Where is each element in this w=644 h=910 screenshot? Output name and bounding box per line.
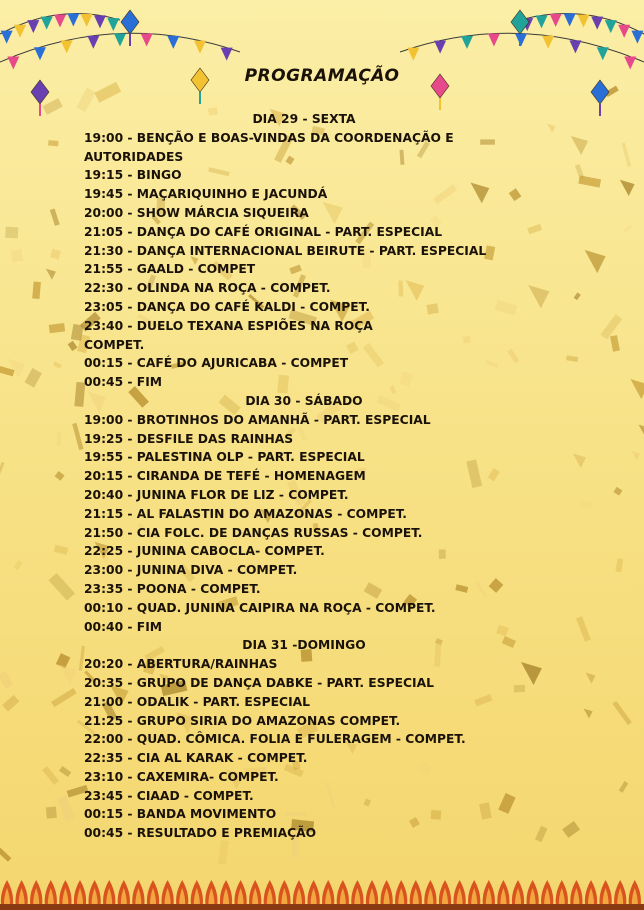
bunting-flag [488, 34, 500, 47]
bunting-flag [407, 48, 419, 61]
bunting-flag [41, 17, 53, 30]
confetti-fan [584, 709, 593, 719]
confetti-piece [0, 462, 5, 478]
confetti-piece [13, 560, 22, 570]
bunting-flag [550, 14, 562, 27]
confetti-fan [46, 269, 56, 280]
confetti-piece [46, 806, 57, 818]
bunting-flag [114, 34, 126, 47]
bunting-flag [434, 41, 446, 54]
paper-lantern-icon [511, 10, 529, 34]
confetti-piece [574, 292, 581, 300]
bunting-flag [631, 31, 643, 44]
confetti-piece [619, 781, 628, 793]
confetti-piece [42, 766, 59, 785]
confetti-piece [218, 840, 229, 865]
confetti-piece [11, 249, 24, 263]
confetti-piece [600, 314, 622, 339]
confetti-piece [72, 423, 83, 450]
page-title: PROGRAMAÇÃO [244, 66, 400, 86]
confetti-fan [521, 662, 542, 685]
bunting-flag [141, 34, 153, 47]
confetti-piece [0, 845, 11, 862]
day-heading-30: DIA 30 - SÁBADO [245, 393, 363, 408]
confetti-fan [573, 453, 586, 467]
confetti-piece [0, 671, 13, 689]
confetti-fan [59, 664, 77, 684]
schedule-item: 21:05 - DANÇA DO CAFÉ ORIGINAL - PART. ESPECIAL [84, 224, 443, 239]
bunting-flag [1, 31, 13, 44]
schedule-item: 20:40 - JUNINA FLOR DE LIZ - COMPET. [84, 487, 349, 502]
schedule-item: 21:25 - GRUPO SIRIA DO AMAZONAS COMPET. [84, 713, 401, 728]
bunting-flag [194, 41, 206, 54]
confetti-piece [25, 368, 42, 388]
confetti-piece [5, 227, 18, 239]
bunting-flag [67, 14, 79, 27]
confetti-piece [580, 500, 593, 509]
schedule-item: 21:55 - GAALD - COMPET [84, 262, 256, 277]
confetti-piece [49, 573, 76, 601]
confetti-piece [622, 143, 632, 167]
bonfire-border-icon [0, 874, 644, 910]
schedule-item: 23:45 - CIAAD - COMPET. [84, 788, 254, 803]
schedule-item: 20:15 - CIRANDA DE TEFÉ - HOMENAGEM [84, 469, 366, 484]
schedule-item: 20:20 - ABERTURA/RAINHAS [84, 657, 278, 672]
confetti-fan [620, 180, 635, 196]
confetti-piece [51, 688, 77, 707]
festa-junina-bunting-icon [0, 0, 644, 120]
bonfire-base [0, 904, 644, 910]
bunting-flag [27, 20, 39, 33]
confetti-piece [50, 208, 60, 225]
confetti-fan [586, 672, 596, 683]
confetti-piece [53, 362, 62, 369]
bunting-flag [591, 17, 603, 30]
schedule-item: 21:30 - DANÇA INTERNACIONAL BEIRUTE - PART. ESPECIAL [84, 243, 487, 258]
schedule-item: 22:35 - CIA AL KARAK - COMPET. [84, 751, 308, 766]
bunting-flag [569, 40, 581, 53]
schedule-item: 00:10 - QUAD. JUNINA CAIPIRA NA ROÇA - COMPET. [84, 600, 436, 615]
confetti-fan [632, 451, 640, 460]
confetti-piece [68, 341, 78, 351]
confetti-piece [57, 432, 62, 447]
schedule-item: 21:50 - CIA FOLC. DE DANÇAS RUSSAS - COMPET. [84, 525, 423, 540]
confetti-piece [54, 545, 69, 555]
confetti-piece [615, 558, 623, 572]
bunting-flag [564, 14, 576, 27]
confetti-piece [576, 616, 591, 642]
bunting-flag [536, 15, 548, 28]
confetti-fan [630, 379, 644, 399]
confetti-fan [585, 250, 606, 273]
schedule-item: 00:15 - BANDA MOVIMENTO [84, 807, 277, 822]
confetti-piece [562, 821, 580, 838]
schedule-item: 23:35 - POONA - COMPET. [84, 581, 261, 596]
confetti-piece [612, 701, 631, 725]
confetti-piece [623, 225, 632, 233]
schedule-item: 21:00 - ODALIK - PART. ESPECIAL [84, 694, 311, 709]
schedule-item: 22:00 - QUAD. CÔMICA. FOLIA E FULERAGEM - COMPET. [84, 732, 466, 747]
schedule-item: 19:55 - PALESTINA OLP - PART. ESPECIAL [84, 450, 365, 465]
confetti-piece [55, 471, 65, 481]
confetti-piece [57, 795, 75, 822]
bunting-flag [605, 20, 617, 33]
bunting-flag [107, 18, 119, 31]
schedule-item: 23:40 - DUELO TEXANA ESPIÕES NA ROÇA COMPET. [84, 318, 373, 352]
confetti-piece [566, 355, 578, 362]
confetti-piece [59, 766, 71, 777]
schedule-item: 00:40 - FIM [84, 619, 163, 634]
bunting-flag [87, 36, 99, 49]
confetti-piece [535, 826, 547, 842]
schedule-item: 00:45 - RESULTADO E PREMIAÇÃO [84, 826, 317, 841]
schedule-item: 20:35 - GRUPO DE DANÇA DABKE - PART. ESPECIAL [84, 675, 434, 690]
bunting-flag [61, 40, 73, 53]
schedule-item: 20:00 - SHOW MÁRCIA SIQUEIRA [84, 205, 309, 220]
schedule-item: 19:00 - BROTINHOS DO AMANHÃ - PART. ESPECIAL [84, 412, 431, 427]
schedule-item: 00:45 - FIM [84, 375, 163, 390]
confetti-piece [49, 323, 65, 333]
schedule-item: 00:15 - CAFÉ DO AJURICABA - COMPET [84, 356, 349, 371]
confetti-piece [2, 695, 19, 712]
day-heading-31: DIA 31 -DOMINGO [242, 638, 366, 653]
confetti-piece [48, 140, 59, 146]
bunting-flag [54, 15, 66, 28]
confetti-fan [528, 285, 549, 308]
bunting-flag [542, 36, 554, 49]
bunting-flag [618, 25, 630, 38]
schedule-item: 22:30 - OLINDA NA ROÇA - COMPET. [84, 281, 331, 296]
bunting-flag [167, 36, 179, 49]
confetti-piece [32, 282, 41, 299]
confetti-piece [578, 175, 601, 187]
schedule-item: 23:05 - DANÇA DO CAFÉ KALDI - COMPET. [84, 299, 370, 314]
day-heading-29: DIA 29 - SEXTA [252, 112, 356, 126]
confetti-fan [639, 425, 644, 448]
schedule-item: 19:00 - BENÇÃO E BOAS-VINDAS DA COORDENAÇÃO E AUTORIDADES [84, 130, 454, 164]
bunting-flag [34, 47, 46, 60]
bunting-flag [461, 36, 473, 49]
paper-lantern-icon [121, 10, 139, 34]
schedule-item: 19:15 - BINGO [84, 168, 182, 183]
schedule-item: 21:15 - AL FALASTIN DO AMAZONAS - COMPET. [84, 506, 407, 521]
bunting-flag [578, 15, 590, 28]
bunting-flag [597, 47, 609, 60]
schedule [84, 110, 524, 843]
bunting-flag [221, 48, 233, 61]
confetti-piece [613, 487, 622, 496]
confetti-fan [571, 136, 588, 155]
schedule-item: 23:00 - JUNINA DIVA - COMPET. [84, 563, 298, 578]
schedule-item: 19:25 - DESFILE DAS RAINHAS [84, 431, 294, 446]
confetti-piece [527, 224, 542, 234]
schedule-item: 19:45 - MAÇARIQUINHO E JACUNDÁ [84, 187, 328, 202]
schedule-item: 23:10 - CAXEMIRA- COMPET. [84, 769, 279, 784]
confetti-piece [50, 249, 61, 260]
confetti-fan [547, 124, 555, 133]
schedule-item: 22:25 - JUNINA CABOCLA- COMPET. [84, 544, 325, 559]
confetti-piece [610, 335, 620, 352]
bunting-flag [81, 14, 93, 27]
bunting-flag [94, 15, 106, 28]
bunting-flag [14, 25, 26, 38]
